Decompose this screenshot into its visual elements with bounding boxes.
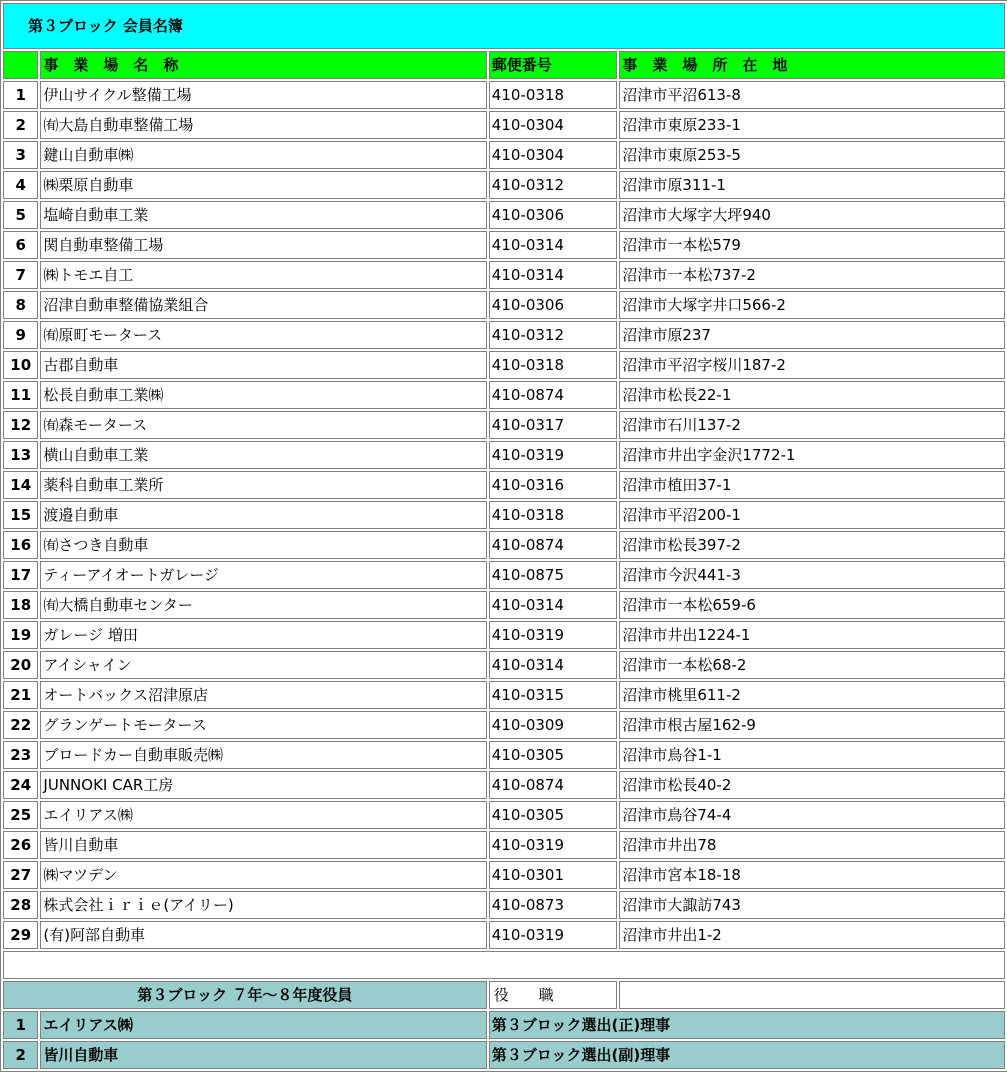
row-number: 29 (3, 921, 38, 949)
officer-row (3, 1011, 1005, 1039)
address: 沼津市鳥谷1-1 (619, 741, 1005, 769)
row-number: 27 (3, 861, 38, 889)
business-name: ㈲大橋自動車センター (40, 591, 486, 619)
address: 沼津市平沼字桜川187-2 (619, 351, 1005, 379)
row-number: 15 (3, 501, 38, 529)
postal-code: 410-0305 (489, 801, 618, 829)
officer-company: エイリアス㈱ (40, 1011, 486, 1039)
address: 沼津市一本松737-2 (619, 261, 1005, 289)
row-number: 6 (3, 231, 38, 259)
postal-code: 410-0314 (489, 231, 618, 259)
business-name: ㈱トモエ自工 (40, 261, 486, 289)
table-row (3, 201, 1005, 229)
business-name: ブロードカー自動車販売㈱ (40, 741, 486, 769)
table-row (3, 261, 1005, 289)
address: 沼津市東原233-1 (619, 111, 1005, 139)
address: 沼津市大塚字大坪940 (619, 201, 1005, 229)
business-name: 古郡自動車 (40, 351, 486, 379)
officer-number: 1 (3, 1011, 38, 1039)
row-number: 17 (3, 561, 38, 589)
business-name: (有)阿部自動車 (40, 921, 486, 949)
postal-code: 410-0874 (489, 771, 618, 799)
officer-section-title: 第３ブロック ７年～８年度役員 (3, 981, 487, 1009)
address: 沼津市鳥谷74-4 (619, 801, 1005, 829)
business-name: 渡邉自動車 (40, 501, 486, 529)
row-number: 2 (3, 111, 38, 139)
postal-code: 410-0305 (489, 741, 618, 769)
postal-code: 410-0319 (489, 441, 618, 469)
address: 沼津市平沼613-8 (619, 81, 1005, 109)
row-number: 28 (3, 891, 38, 919)
row-number: 3 (3, 141, 38, 169)
address: 沼津市桃里611-2 (619, 681, 1005, 709)
address: 沼津市原311-1 (619, 171, 1005, 199)
row-number: 4 (3, 171, 38, 199)
officer-company: 皆川自動車 (40, 1041, 486, 1069)
business-name: アイシャイン (40, 651, 486, 679)
postal-code: 410-0309 (489, 711, 618, 739)
spacer-row (3, 951, 1005, 979)
postal-code: 410-0319 (489, 621, 618, 649)
table-row (3, 501, 1005, 529)
business-name: ガレージ 増田 (40, 621, 486, 649)
postal-code: 410-0301 (489, 861, 618, 889)
row-number: 23 (3, 741, 38, 769)
postal-code: 410-0318 (489, 81, 618, 109)
table-row (3, 561, 1005, 589)
postal-code: 410-0312 (489, 171, 618, 199)
table-row (3, 741, 1005, 769)
table-row (3, 81, 1005, 109)
business-name: JUNNOKI CAR工房 (40, 771, 486, 799)
address: 沼津市一本松659-6 (619, 591, 1005, 619)
table-row (3, 861, 1005, 889)
row-number: 22 (3, 711, 38, 739)
business-name: 塩崎自動車工業 (40, 201, 486, 229)
officer-header-row (3, 981, 1005, 1009)
address: 沼津市植田37-1 (619, 471, 1005, 499)
officer-role: 第３ブロック選出(副)理事 (489, 1041, 1005, 1069)
address: 沼津市宮本18-18 (619, 861, 1005, 889)
table-row (3, 231, 1005, 259)
header-zip: 郵便番号 (489, 51, 618, 79)
table-row (3, 441, 1005, 469)
address: 沼津市井出1224-1 (619, 621, 1005, 649)
table-row (3, 471, 1005, 499)
table-row (3, 801, 1005, 829)
page-title: 第３ブロック 会員名簿 (3, 3, 1005, 49)
officer-role: 第３ブロック選出(正)理事 (489, 1011, 1005, 1039)
title-row (3, 3, 1005, 49)
table-row (3, 681, 1005, 709)
postal-code: 410-0875 (489, 561, 618, 589)
business-name: 横山自動車工業 (40, 441, 486, 469)
address: 沼津市井出1-2 (619, 921, 1005, 949)
postal-code: 410-0314 (489, 591, 618, 619)
row-number: 14 (3, 471, 38, 499)
header-address: 事 業 場 所 在 地 (619, 51, 1005, 79)
header-name: 事 業 場 名 称 (40, 51, 486, 79)
table-row (3, 351, 1005, 379)
postal-code: 410-0319 (489, 921, 618, 949)
business-name: 株式会社ｉｒｉｅ(アイリー) (40, 891, 486, 919)
business-name: エイリアス㈱ (40, 801, 486, 829)
postal-code: 410-0314 (489, 651, 618, 679)
row-number: 8 (3, 291, 38, 319)
table-row (3, 711, 1005, 739)
postal-code: 410-0319 (489, 831, 618, 859)
business-name: オートバックス沼津原店 (40, 681, 486, 709)
table-row (3, 591, 1005, 619)
row-number: 19 (3, 621, 38, 649)
address: 沼津市井出字金沢1772-1 (619, 441, 1005, 469)
row-number: 1 (3, 81, 38, 109)
business-name: ㈱マツデン (40, 861, 486, 889)
spacer-cell (3, 951, 1005, 979)
address: 沼津市石川137-2 (619, 411, 1005, 439)
table-row (3, 321, 1005, 349)
officer-number: 2 (3, 1041, 38, 1069)
business-name: 伊山サイクル整備工場 (40, 81, 486, 109)
postal-code: 410-0317 (489, 411, 618, 439)
address: 沼津市平沼200-1 (619, 501, 1005, 529)
header-no (3, 51, 38, 79)
postal-code: 410-0316 (489, 471, 618, 499)
address: 沼津市大塚字井口566-2 (619, 291, 1005, 319)
officer-row (3, 1041, 1005, 1069)
table-row (3, 771, 1005, 799)
table-row (3, 531, 1005, 559)
business-name: 沼津自動車整備協業組合 (40, 291, 486, 319)
row-number: 13 (3, 441, 38, 469)
address: 沼津市一本松68-2 (619, 651, 1005, 679)
postal-code: 410-0873 (489, 891, 618, 919)
business-name: ティーアイオートガレージ (40, 561, 486, 589)
address: 沼津市東原253-5 (619, 141, 1005, 169)
business-name: グランゲートモータース (40, 711, 486, 739)
postal-code: 410-0318 (489, 501, 618, 529)
row-number: 5 (3, 201, 38, 229)
table-row (3, 651, 1005, 679)
row-number: 10 (3, 351, 38, 379)
postal-code: 410-0312 (489, 321, 618, 349)
row-number: 12 (3, 411, 38, 439)
row-number: 25 (3, 801, 38, 829)
address: 沼津市根古屋162-9 (619, 711, 1005, 739)
table-row (3, 831, 1005, 859)
row-number: 9 (3, 321, 38, 349)
table-row (3, 891, 1005, 919)
business-name: 皆川自動車 (40, 831, 486, 859)
table-row (3, 381, 1005, 409)
table-row (3, 141, 1005, 169)
business-name: 関自動車整備工場 (40, 231, 486, 259)
row-number: 21 (3, 681, 38, 709)
address: 沼津市一本松579 (619, 231, 1005, 259)
address: 沼津市松長22-1 (619, 381, 1005, 409)
address: 沼津市大諏訪743 (619, 891, 1005, 919)
officer-role-header: 役 職 (489, 981, 618, 1009)
business-name: ㈲さつき自動車 (40, 531, 486, 559)
table-row (3, 621, 1005, 649)
row-number: 24 (3, 771, 38, 799)
officer-empty-cell (619, 981, 1005, 1009)
business-name: ㈱栗原自動車 (40, 171, 486, 199)
business-name: ㈲大島自動車整備工場 (40, 111, 486, 139)
business-name: ㈲森モータース (40, 411, 486, 439)
postal-code: 410-0315 (489, 681, 618, 709)
address: 沼津市原237 (619, 321, 1005, 349)
address: 沼津市井出78 (619, 831, 1005, 859)
address: 沼津市松長397-2 (619, 531, 1005, 559)
header-row (3, 51, 1005, 79)
business-name: 薬科自動車工業所 (40, 471, 486, 499)
business-name: 鍵山自動車㈱ (40, 141, 486, 169)
row-number: 20 (3, 651, 38, 679)
address: 沼津市今沢441-3 (619, 561, 1005, 589)
row-number: 16 (3, 531, 38, 559)
postal-code: 410-0304 (489, 141, 618, 169)
business-name: 松長自動車工業㈱ (40, 381, 486, 409)
postal-code: 410-0304 (489, 111, 618, 139)
row-number: 7 (3, 261, 38, 289)
table-row (3, 171, 1005, 199)
address: 沼津市松長40-2 (619, 771, 1005, 799)
postal-code: 410-0314 (489, 261, 618, 289)
table-row (3, 291, 1005, 319)
business-name: ㈲原町モータース (40, 321, 486, 349)
row-number: 11 (3, 381, 38, 409)
postal-code: 410-0306 (489, 291, 618, 319)
table-row (3, 921, 1005, 949)
table-row (3, 411, 1005, 439)
postal-code: 410-0306 (489, 201, 618, 229)
postal-code: 410-0318 (489, 351, 618, 379)
row-number: 18 (3, 591, 38, 619)
table-row (3, 111, 1005, 139)
postal-code: 410-0874 (489, 381, 618, 409)
row-number: 26 (3, 831, 38, 859)
postal-code: 410-0874 (489, 531, 618, 559)
